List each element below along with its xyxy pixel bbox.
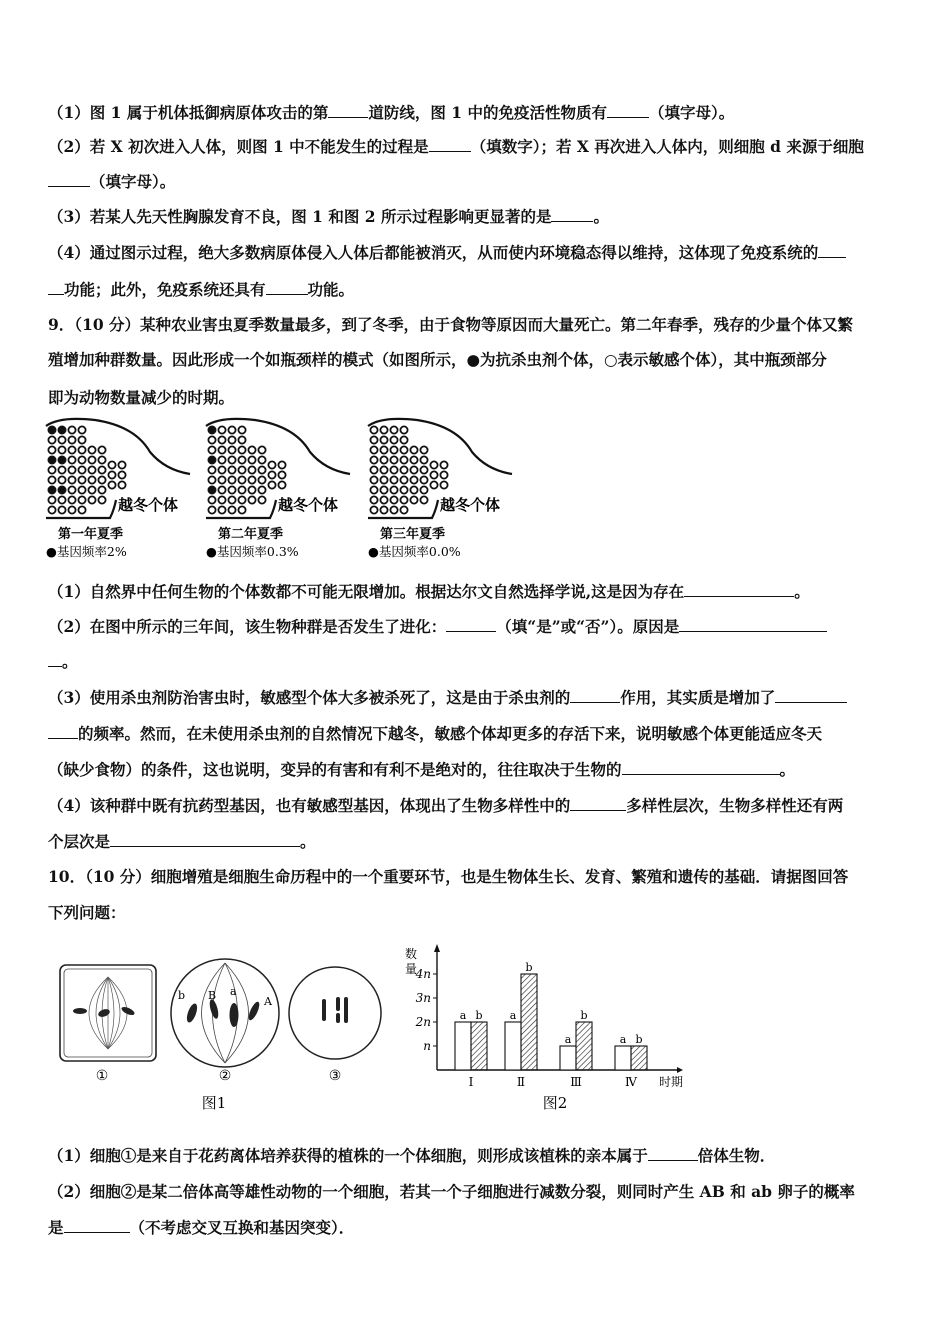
q8-text: （填字母）。 [90, 172, 176, 191]
q8-text: （3）若某人先天性胸腺发育不良，图 1 和图 2 所示过程影响更显著的是 [48, 207, 552, 226]
q9-text: 多样性层次，生物多样性还有两 [626, 796, 844, 815]
sensitive-individual [228, 466, 235, 473]
q10-text: （不考虑交叉互换和基因突变）． [129, 1218, 355, 1237]
sensitive-individual [218, 486, 225, 493]
sensitive-individual [218, 476, 225, 483]
sensitive-individual [390, 466, 397, 473]
sensitive-individual [238, 496, 245, 503]
sensitive-individual [400, 446, 407, 453]
q9-text: （2）在图中所示的三年间，该生物种群是否发生了进化： [48, 617, 447, 636]
cell-division-figure [50, 955, 390, 1115]
q9-text: 。 [794, 582, 810, 601]
sensitive-individual [218, 426, 225, 433]
sensitive-individual [420, 486, 427, 493]
bar-label: a [619, 1033, 627, 1046]
sensitive-individual [380, 466, 387, 473]
sensitive-individual [390, 506, 397, 513]
cell-3 [289, 967, 381, 1059]
q9-intro-1: 9．（10 分）某种农业害虫夏季数量最多，到了冬季，由于食物等原因而大量死亡。第二年春季，残存的少量个体又繁 [48, 315, 854, 334]
winter-label: 越冬个体 [278, 496, 339, 514]
answer-blank[interactable] [48, 724, 78, 739]
y-tick-label: 4n [415, 967, 431, 981]
gene-frequency-label: ●基因频率0.3% [206, 544, 299, 559]
x-axis-label: 时期 [659, 1075, 684, 1089]
sensitive-individual [430, 471, 437, 478]
bar-b-4 [631, 1046, 647, 1070]
sensitive-individual [68, 486, 75, 493]
sensitive-individual [380, 446, 387, 453]
sensitive-individual [370, 466, 377, 473]
sensitive-individual [380, 476, 387, 483]
sensitive-individual [48, 466, 55, 473]
cell-3-label: ③ [328, 1068, 342, 1084]
sensitive-individual [440, 481, 447, 488]
sensitive-individual [248, 496, 255, 503]
sensitive-individual [48, 496, 55, 503]
resistant-individual [48, 456, 55, 463]
sensitive-individual [208, 436, 215, 443]
sensitive-individual [88, 486, 95, 493]
cell-1-label: ① [95, 1068, 109, 1084]
chrom-letter-b: b [178, 989, 186, 1002]
sensitive-individual [68, 476, 75, 483]
answer-blank[interactable] [48, 652, 62, 667]
q10-line-3 [48, 1218, 354, 1238]
q9-text: 。 [779, 760, 796, 779]
sensitive-individual [108, 461, 115, 468]
sensitive-individual [390, 456, 397, 463]
sensitive-individual [238, 456, 245, 463]
figure-1-caption: 图1 [201, 1094, 227, 1112]
sensitive-individual [410, 476, 417, 483]
sensitive-individual [238, 506, 245, 513]
bottleneck-panel-3 [368, 419, 512, 559]
sensitive-individual [208, 496, 215, 503]
sensitive-individual [78, 466, 85, 473]
sensitive-individual [370, 446, 377, 453]
sensitive-individual [68, 506, 75, 513]
q8-text: （填字母）。 [648, 103, 735, 122]
q10-text: 是 [48, 1218, 64, 1237]
sensitive-individual [218, 496, 225, 503]
sensitive-individual [218, 466, 225, 473]
q10-text: 倍体生物． [697, 1146, 776, 1165]
q9-line-5 [48, 724, 822, 744]
sensitive-individual [228, 476, 235, 483]
sensitive-individual [268, 461, 275, 468]
y-axis-label: 数 [405, 947, 418, 961]
sensitive-individual [58, 436, 65, 443]
sensitive-individual [228, 486, 235, 493]
sensitive-individual [410, 456, 417, 463]
x-tick-label: Ⅰ [468, 1075, 474, 1089]
chrom-letter-B: B [208, 989, 217, 1002]
sensitive-individual [238, 466, 245, 473]
bar-label: b [580, 1009, 588, 1022]
q9-intro-3: 即为动物数量减少的时期。 [48, 388, 235, 407]
q9-text: （缺少食物）的条件，这也说明，变异的有害和有利不是绝对的，往往取决于生物的 [48, 760, 622, 779]
sensitive-individual [218, 446, 225, 453]
sensitive-individual [218, 506, 225, 513]
sensitive-individual [78, 506, 85, 513]
sensitive-individual [258, 466, 265, 473]
sensitive-individual [98, 486, 105, 493]
sensitive-individual [248, 446, 255, 453]
sensitive-individual [390, 486, 397, 493]
sensitive-individual [390, 496, 397, 503]
sensitive-individual [370, 456, 377, 463]
season-label: 第三年夏季 [380, 527, 446, 542]
answer-blank[interactable] [570, 796, 626, 811]
y-axis-arrow [434, 944, 440, 952]
sensitive-individual [48, 476, 55, 483]
sensitive-individual [78, 496, 85, 503]
sensitive-individual [258, 476, 265, 483]
q9-line-7 [48, 796, 843, 816]
q9-text: 的频率。然而，在未使用杀虫剂的自然情况下越冬，敏感个体却更多的存活下来，说明敏感个体更能适应冬天 [78, 724, 823, 743]
sensitive-individual [98, 476, 105, 483]
sensitive-individual [400, 466, 407, 473]
bar-a-2 [505, 1022, 521, 1070]
bar-a-3 [560, 1046, 576, 1070]
winter-label: 越冬个体 [118, 496, 179, 514]
answer-blank[interactable] [551, 207, 593, 222]
sensitive-individual [380, 496, 387, 503]
sensitive-individual [370, 506, 377, 513]
q8-text: （2）若 X 初次进入人体，则图 1 中不能发生的过程是 [48, 137, 429, 156]
sensitive-individual [238, 486, 245, 493]
sensitive-individual [118, 461, 125, 468]
sensitive-individual [208, 506, 215, 513]
sensitive-individual [420, 476, 427, 483]
x-tick-label: Ⅲ [570, 1075, 582, 1089]
answer-blank[interactable] [775, 688, 847, 703]
q8-line-2 [48, 137, 864, 157]
answer-blank[interactable] [446, 617, 496, 632]
q9-text: 个层次是 [48, 832, 111, 851]
resistant-individual [48, 486, 55, 493]
y-tick-label: n [423, 1039, 431, 1053]
answer-blank[interactable] [622, 760, 780, 775]
sensitive-individual [440, 471, 447, 478]
sensitive-individual [238, 436, 245, 443]
sensitive-individual [78, 436, 85, 443]
bar-label: a [564, 1033, 572, 1046]
resistant-individual [58, 426, 65, 433]
sensitive-individual [400, 426, 407, 433]
resistant-individual [208, 426, 215, 433]
q9-text: 。 [300, 832, 316, 851]
sensitive-individual [370, 476, 377, 483]
sensitive-individual [68, 426, 75, 433]
q8-text: 道防线，图 1 中的免疫活性物质有 [368, 103, 607, 122]
q10-intro-2: 下列问题： [48, 903, 126, 922]
dna-bar-chart [395, 940, 695, 1120]
figure-2-caption: 图2 [542, 1094, 568, 1112]
sensitive-individual [410, 466, 417, 473]
bar-a-1 [455, 1022, 471, 1070]
q8-text: （4）通过图示过程，绝大多数病原体侵入人体后都能被消灭，从而使内环境稳态得以维持，这体现了免疫系统的 [48, 243, 819, 262]
resistant-individual [208, 456, 215, 463]
answer-blank[interactable] [818, 243, 846, 258]
sensitive-individual [98, 446, 105, 453]
q9-line-4 [48, 688, 847, 708]
q10-line-2: （2）细胞②是某二倍体高等雄性动物的一个细胞，若其一个子细胞进行减数分裂，则同时产生 AB 和 ab 卵子的概率 [48, 1182, 855, 1201]
q8-line-4 [48, 207, 609, 227]
q9-text: （填“是”或“否”）。原因是 [496, 617, 680, 636]
sensitive-individual [228, 506, 235, 513]
bar-label: b [525, 961, 533, 974]
bar-a-4 [615, 1046, 631, 1070]
q8-line-6 [48, 280, 354, 300]
q8-line-1 [48, 103, 734, 123]
answer-blank[interactable] [648, 1146, 698, 1161]
sensitive-individual [48, 436, 55, 443]
q9-text: 作用，其实质是增加了 [620, 688, 776, 707]
bar-b-1 [471, 1022, 487, 1070]
answer-blank[interactable] [48, 280, 64, 295]
sensitive-individual [208, 476, 215, 483]
sensitive-individual [68, 456, 75, 463]
x-axis-arrow [677, 1067, 683, 1073]
answer-blank[interactable] [266, 280, 308, 295]
sensitive-individual [370, 486, 377, 493]
sensitive-individual [268, 481, 275, 488]
sensitive-individual [278, 481, 285, 488]
bottleneck-panel-2 [206, 419, 350, 559]
sensitive-individual [88, 496, 95, 503]
sensitive-individual [248, 456, 255, 463]
gene-frequency-label: ●基因频率0.0% [368, 544, 461, 559]
sensitive-individual [58, 466, 65, 473]
x-tick-label: Ⅱ [516, 1075, 526, 1089]
q9-text: 。 [62, 652, 78, 671]
cell-2-label: ② [218, 1068, 232, 1084]
bar-b-2 [521, 974, 537, 1070]
q9-line-3 [48, 652, 78, 672]
answer-blank[interactable] [48, 172, 90, 187]
sensitive-individual [410, 496, 417, 503]
sensitive-individual [88, 476, 95, 483]
winter-label: 越冬个体 [440, 496, 501, 514]
sensitive-individual [258, 486, 265, 493]
sensitive-individual [228, 456, 235, 463]
answer-blank[interactable] [684, 582, 794, 597]
resistant-individual [48, 426, 55, 433]
sensitive-individual [48, 446, 55, 453]
sensitive-individual [410, 446, 417, 453]
bar-b-3 [576, 1022, 592, 1070]
answer-blank[interactable] [328, 103, 368, 118]
sensitive-individual [228, 496, 235, 503]
sensitive-individual [98, 466, 105, 473]
sensitive-individual [430, 481, 437, 488]
sensitive-individual [390, 426, 397, 433]
sensitive-individual [380, 486, 387, 493]
q9-line-2 [48, 617, 827, 637]
q10-text: （1）细胞①是来自于花药离体培养获得的植株的一个体细胞，则形成该植株的亲本属于 [48, 1146, 648, 1165]
sensitive-individual [78, 486, 85, 493]
bar-label: a [509, 1009, 517, 1022]
sensitive-individual [238, 426, 245, 433]
answer-blank[interactable] [679, 617, 827, 632]
sensitive-individual [400, 436, 407, 443]
answer-blank[interactable] [429, 137, 471, 152]
sensitive-individual [268, 471, 275, 478]
sensitive-individual [238, 476, 245, 483]
sensitive-individual [118, 471, 125, 478]
sensitive-individual [278, 471, 285, 478]
bar-label: b [475, 1009, 483, 1022]
sensitive-individual [248, 466, 255, 473]
resistant-individual [58, 456, 65, 463]
q8-line-5 [48, 243, 846, 263]
sensitive-individual [208, 446, 215, 453]
q8-text: 功能。 [307, 280, 355, 299]
cell-1-plant [60, 965, 156, 1061]
sensitive-individual [58, 496, 65, 503]
sensitive-individual [78, 476, 85, 483]
sensitive-individual [218, 436, 225, 443]
y-tick-label: 2n [415, 1015, 431, 1029]
sensitive-individual [390, 476, 397, 483]
sensitive-individual [420, 496, 427, 503]
sensitive-individual [68, 436, 75, 443]
sensitive-individual [410, 486, 417, 493]
season-label: 第二年夏季 [218, 527, 284, 542]
sensitive-individual [98, 496, 105, 503]
q10-line-1 [48, 1146, 775, 1166]
q8-text: 功能；此外，免疫系统还具有 [64, 280, 266, 299]
sensitive-individual [430, 461, 437, 468]
sensitive-individual [48, 506, 55, 513]
sensitive-individual [370, 436, 377, 443]
sensitive-individual [228, 436, 235, 443]
sensitive-individual [400, 456, 407, 463]
q9-intro-2: 殖增加种群数量。因此形成一个如瓶颈样的模式（如图所示，●为抗杀虫剂个体，○表示敏感个体），其中瓶颈部分 [48, 350, 827, 369]
sensitive-individual [420, 446, 427, 453]
sensitive-individual [380, 456, 387, 463]
sensitive-individual [380, 426, 387, 433]
resistant-individual [208, 486, 215, 493]
x-tick-label: Ⅳ [625, 1075, 637, 1089]
q9-line-1 [48, 582, 810, 602]
sensitive-individual [390, 436, 397, 443]
sensitive-individual [238, 446, 245, 453]
q9-line-8 [48, 832, 316, 852]
sensitive-individual [58, 476, 65, 483]
sensitive-individual [228, 446, 235, 453]
sensitive-individual [370, 496, 377, 503]
q9-text: （3）使用杀虫剂防治害虫时，敏感型个体大多被杀死了，这是由于杀虫剂的 [48, 688, 571, 707]
chrom-letter-a: a [230, 985, 237, 998]
y-axis-label: 量 [405, 962, 418, 976]
sensitive-individual [118, 481, 125, 488]
q10-intro-1: 10．（10 分）细胞增殖是细胞生命历程中的一个重要环节，也是生物体生长、发育、繁殖和遗传的基础．请据图回答 [48, 867, 849, 886]
q9-text: （1）自然界中任何生物的个体数都不可能无限增加。根据达尔文自然选择学说,这是因为存在 [48, 582, 685, 601]
sensitive-individual [370, 426, 377, 433]
sensitive-individual [68, 466, 75, 473]
q9-text: （4）该种群中既有抗药型基因，也有敏感型基因，体现出了生物多样性中的 [48, 796, 571, 815]
sensitive-individual [400, 496, 407, 503]
chrom-letter-A: A [264, 995, 272, 1008]
answer-blank[interactable] [64, 1218, 130, 1233]
sensitive-individual [258, 446, 265, 453]
resistant-individual [58, 486, 65, 493]
season-label: 第一年夏季 [58, 527, 124, 542]
sensitive-individual [108, 481, 115, 488]
sensitive-individual [58, 446, 65, 453]
bar-label: b [635, 1033, 643, 1046]
sensitive-individual [58, 506, 65, 513]
sensitive-individual [258, 456, 265, 463]
bottleneck-figure [40, 412, 520, 562]
bar-label: a [459, 1009, 467, 1022]
sensitive-individual [248, 476, 255, 483]
sensitive-individual [78, 456, 85, 463]
sensitive-individual [218, 456, 225, 463]
sensitive-individual [68, 446, 75, 453]
sensitive-individual [420, 466, 427, 473]
sensitive-individual [390, 446, 397, 453]
sensitive-individual [380, 506, 387, 513]
q8-line-3 [48, 172, 175, 192]
sensitive-individual [400, 486, 407, 493]
sensitive-individual [208, 466, 215, 473]
answer-blank[interactable] [110, 832, 300, 847]
q8-text: （填数字）；若 X 再次进入人体内，则细胞 d 来源于细胞 [470, 137, 864, 156]
gene-frequency-label: ●基因频率2% [46, 544, 127, 559]
sensitive-individual [258, 496, 265, 503]
q9-line-6 [48, 760, 795, 780]
sensitive-individual [248, 486, 255, 493]
y-tick-label: 3n [415, 991, 431, 1005]
bottleneck-panel-1 [46, 419, 190, 559]
sensitive-individual [440, 461, 447, 468]
answer-blank[interactable] [570, 688, 620, 703]
sensitive-individual [380, 436, 387, 443]
sensitive-individual [400, 476, 407, 483]
sensitive-individual [98, 456, 105, 463]
sensitive-individual [78, 446, 85, 453]
sensitive-individual [88, 456, 95, 463]
sensitive-individual [78, 426, 85, 433]
q8-text: 。 [593, 207, 609, 226]
sensitive-individual [400, 506, 407, 513]
sensitive-individual [68, 496, 75, 503]
cell-2-animal [171, 959, 279, 1067]
sensitive-individual [278, 461, 285, 468]
q8-text: （1）图 1 属于机体抵御病原体攻击的第 [48, 103, 329, 122]
sensitive-individual [88, 466, 95, 473]
sensitive-individual [108, 471, 115, 478]
answer-blank[interactable] [607, 103, 649, 118]
sensitive-individual [420, 456, 427, 463]
sensitive-individual [228, 426, 235, 433]
sensitive-individual [88, 446, 95, 453]
